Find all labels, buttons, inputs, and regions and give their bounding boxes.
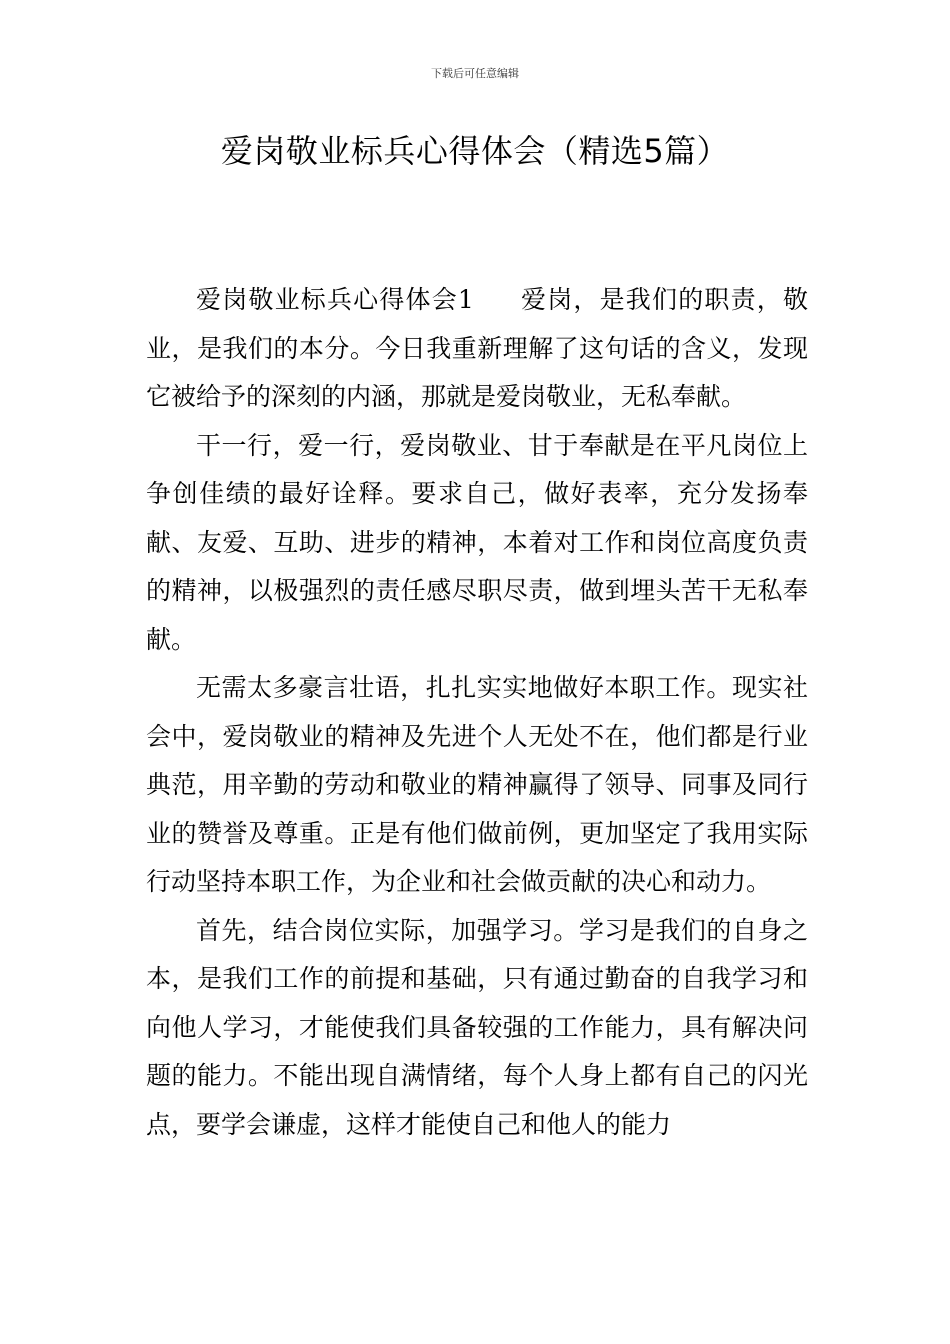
paragraph-3: 无需太多豪言壮语，扎扎实实地做好本职工作。现实社会中，爱岗敬业的精神及先进个人无处不在，他们都是行业典范，用辛勤的劳动和敬业的精神赢得了领导、同事及同行业的赞誉及尊重。正是有他们做前例，更加坚定了我用实际行动坚持本职工作，为企业和社会做贡献的决心和动力。 — [146, 673, 808, 896]
paragraph-2: 干一行，爱一行，爱岗敬业、甘于奉献是在平凡岗位上争创佳绩的最好诠释。要求自己，做好表率，充分发扬奉献、友爱、互助、进步的精神，本着对工作和岗位高度负责的精神，以极强烈的责任感尽职尽责，做到埋头苦干无私奉献。 — [146, 430, 808, 654]
document-body — [146, 276, 808, 1149]
paragraph-4: 首先，结合岗位实际，加强学习。学习是我们的自身之本，是我们工作的前提和基础，只有通过勤奋的自我学习和向他人学习，才能使我们具备较强的工作能力，具有解决问题的能力。不能出现自满情绪，每个人身上都有自己的闪光点，要学会谦虚，这样才能使自己和他人的能力 — [146, 915, 808, 1139]
paragraph-1 — [146, 276, 808, 422]
paragraph-1-text: 爱岗，是我们的职责，敬业，是我们的本分。今日我重新理解了这句话的含义，发现它被给予的深刻的内涵，那就是爱岗敬业，无私奉献。 — [146, 285, 808, 411]
paragraph-1-heading: 爱岗敬业标兵心得体会1 — [196, 285, 474, 314]
document-title: 爱岗敬业标兵心得体会（精选5篇） — [220, 132, 730, 170]
header-note: 下载后可任意编辑 — [431, 67, 519, 80]
